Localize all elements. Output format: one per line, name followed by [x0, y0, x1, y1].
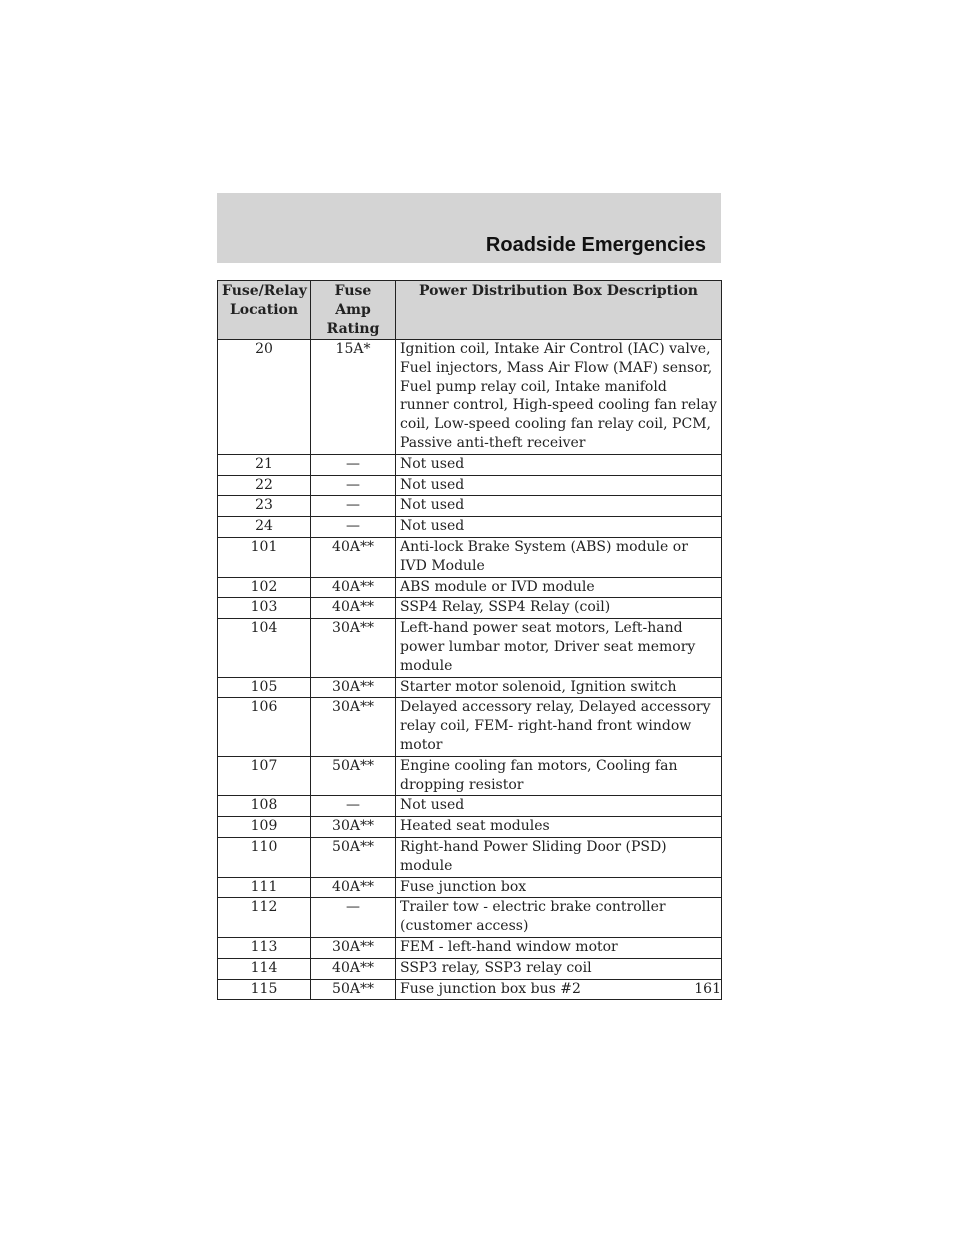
table-row — [218, 877, 722, 898]
table-row — [218, 898, 722, 938]
fuse-description-cell: SSP4 Relay, SSP4 Relay (coil) — [396, 598, 722, 619]
fuse-location-cell: 23 — [218, 496, 311, 517]
fuse-location-cell: 21 — [218, 454, 311, 475]
fuse-rating-cell: 40A** — [311, 877, 396, 898]
fuse-rating-cell: 40A** — [311, 577, 396, 598]
fuse-description-cell: Left-hand power seat motors, Left-hand power lumbar motor, Driver seat memory module — [396, 619, 722, 677]
fuse-description-cell: Not used — [396, 496, 722, 517]
column-header-location: Fuse/Relay Location — [218, 281, 311, 340]
fuse-description-cell: Fuse junction box bus #2 — [396, 979, 722, 1000]
fuse-location-cell: 105 — [218, 677, 311, 698]
fuse-location-cell: 104 — [218, 619, 311, 677]
column-header-description: Power Distribution Box Description — [396, 281, 722, 340]
fuse-location-cell: 101 — [218, 537, 311, 577]
fuse-location-cell: 106 — [218, 698, 311, 756]
table-row — [218, 817, 722, 838]
fuse-description-cell: Trailer tow - electric brake controller (customer access) — [396, 898, 722, 938]
fuse-location-cell: 103 — [218, 598, 311, 619]
fuse-rating-cell: — — [311, 496, 396, 517]
table-row — [218, 619, 722, 677]
fuse-description-cell: Not used — [396, 454, 722, 475]
fuse-rating-cell: — — [311, 898, 396, 938]
fuse-description-cell: Heated seat modules — [396, 817, 722, 838]
page-number: 161 — [694, 981, 721, 997]
fuse-location-cell: 112 — [218, 898, 311, 938]
column-header-rating: Fuse Amp Rating — [311, 281, 396, 340]
fuse-location-cell: 113 — [218, 937, 311, 958]
fuse-rating-cell: — — [311, 796, 396, 817]
fuse-description-cell: FEM - left-hand window motor — [396, 937, 722, 958]
fuse-rating-cell: 50A** — [311, 756, 396, 796]
table-row — [218, 598, 722, 619]
fuse-location-cell: 108 — [218, 796, 311, 817]
fuse-location-cell: 109 — [218, 817, 311, 838]
table-row — [218, 496, 722, 517]
fuse-description-cell: Ignition coil, Intake Air Control (IAC) valve, Fuel injectors, Mass Air Flow (MAF) sensor, Fuel pump relay coil, Intake manifold runner control, High-speed cooling fan relay coil, Low-speed cooling fan relay coil, PCM, Passive anti-theft receiver — [396, 340, 722, 455]
table-row — [218, 958, 722, 979]
fuse-description-cell: Not used — [396, 796, 722, 817]
fuse-table — [217, 280, 722, 1000]
fuse-description-cell: Not used — [396, 475, 722, 496]
table-row — [218, 537, 722, 577]
fuse-location-cell: 22 — [218, 475, 311, 496]
fuse-location-cell: 110 — [218, 837, 311, 877]
fuse-description-cell: Anti-lock Brake System (ABS) module or IVD Module — [396, 537, 722, 577]
table-body — [218, 340, 722, 1000]
fuse-description-cell: Not used — [396, 517, 722, 538]
table-row — [218, 677, 722, 698]
fuse-rating-cell: 30A** — [311, 698, 396, 756]
table-row — [218, 698, 722, 756]
fuse-description-cell: Fuse junction box — [396, 877, 722, 898]
fuse-rating-cell: — — [311, 475, 396, 496]
fuse-location-cell: 107 — [218, 756, 311, 796]
fuse-location-cell: 111 — [218, 877, 311, 898]
table-row — [218, 577, 722, 598]
table-row — [218, 796, 722, 817]
fuse-location-cell: 114 — [218, 958, 311, 979]
fuse-rating-cell: 30A** — [311, 817, 396, 838]
fuse-description-cell: ABS module or IVD module — [396, 577, 722, 598]
fuse-rating-cell: 40A** — [311, 958, 396, 979]
fuse-rating-cell: 15A* — [311, 340, 396, 455]
section-header-band — [217, 193, 721, 263]
fuse-description-cell: Engine cooling fan motors, Cooling fan dropping resistor — [396, 756, 722, 796]
table-row — [218, 517, 722, 538]
fuse-rating-cell: 50A** — [311, 837, 396, 877]
fuse-description-cell: Starter motor solenoid, Ignition switch — [396, 677, 722, 698]
fuse-description-cell: Delayed accessory relay, Delayed accessory relay coil, FEM- right-hand front window motor — [396, 698, 722, 756]
table-row — [218, 475, 722, 496]
table-header-row — [218, 281, 722, 340]
fuse-location-cell: 20 — [218, 340, 311, 455]
table-row — [218, 937, 722, 958]
fuse-rating-cell: 30A** — [311, 677, 396, 698]
fuse-rating-cell: 30A** — [311, 619, 396, 677]
table-row — [218, 340, 722, 455]
fuse-location-cell: 24 — [218, 517, 311, 538]
table-row — [218, 979, 722, 1000]
fuse-description-cell: SSP3 relay, SSP3 relay coil — [396, 958, 722, 979]
fuse-rating-cell: — — [311, 517, 396, 538]
table-row — [218, 454, 722, 475]
fuse-location-cell: 115 — [218, 979, 311, 1000]
table-row — [218, 837, 722, 877]
table-row — [218, 756, 722, 796]
fuse-rating-cell: 40A** — [311, 537, 396, 577]
fuse-description-cell: Right-hand Power Sliding Door (PSD) module — [396, 837, 722, 877]
section-title: Roadside Emergencies — [485, 234, 706, 256]
fuse-rating-cell: — — [311, 454, 396, 475]
fuse-rating-cell: 50A** — [311, 979, 396, 1000]
fuse-location-cell: 102 — [218, 577, 311, 598]
fuse-rating-cell: 40A** — [311, 598, 396, 619]
fuse-rating-cell: 30A** — [311, 937, 396, 958]
